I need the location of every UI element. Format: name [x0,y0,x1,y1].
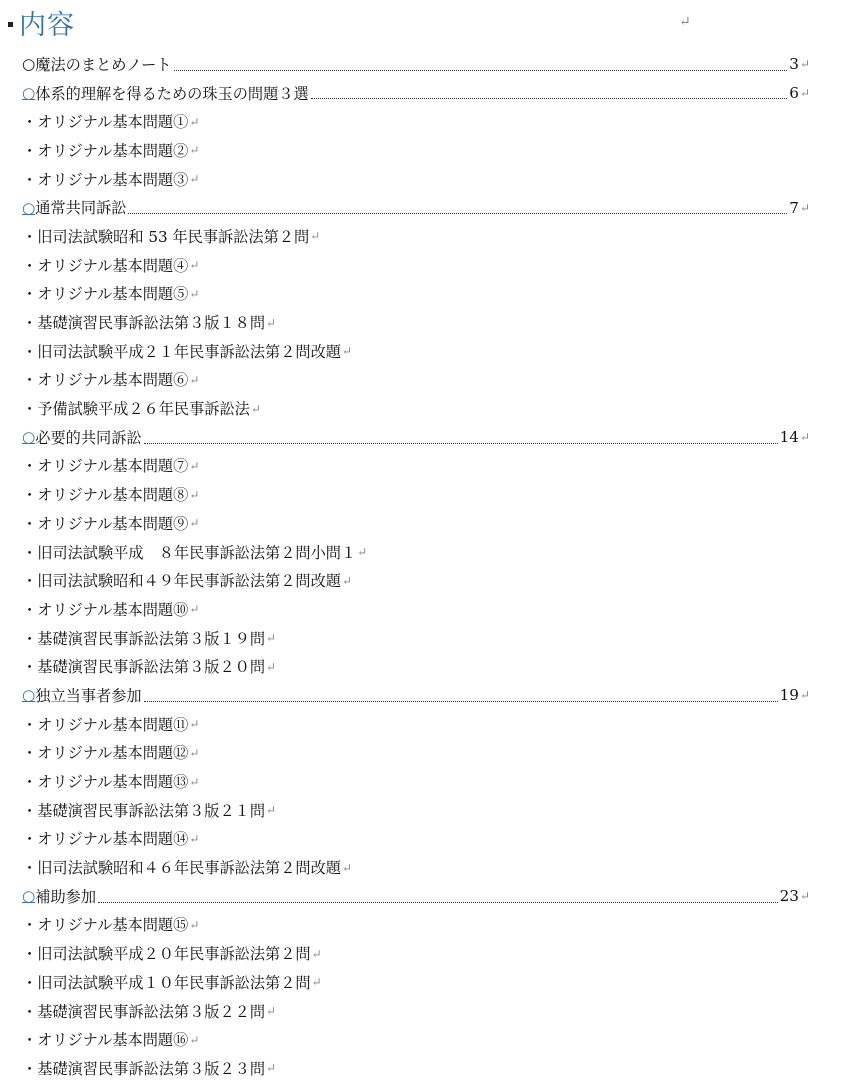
circle-bullet-icon: ○ [22,198,36,217]
circle-bullet-icon: ○ [22,686,36,705]
paragraph-mark-icon: ↵ [799,430,810,445]
toc-subitem [22,136,810,165]
paragraph-mark-icon: ↵ [189,917,200,932]
paragraph-mark-icon: ↵ [266,631,277,646]
toc-entry[interactable] [22,50,810,79]
page-number: 7 [789,198,799,217]
paragraph-mark-icon: ↵ [266,659,277,674]
paragraph-mark-icon: ↵ [189,745,200,760]
toc-subitem [22,710,810,739]
toc-label: ・基礎演習民事訴訟法第３版１８問 [22,314,265,333]
toc-subitem [22,997,810,1026]
paragraph-mark-icon: ↵ [341,344,352,359]
toc-subitem [22,968,810,997]
toc-subitem [22,739,810,768]
toc-subitem [22,566,810,595]
paragraph-mark-icon: ↵ [189,602,200,617]
paragraph-mark-icon: ↵ [189,143,200,158]
paragraph-mark-icon: ↵ [266,315,277,330]
page-number: 6 [789,84,799,103]
toc-label: ・基礎演習民事訴訟法第３版２３問 [22,1059,265,1078]
toc-label: ・基礎演習民事訴訟法第３版１９問 [22,629,265,648]
paragraph-mark-icon: ↵ [266,1004,277,1019]
toc-subitem [22,595,810,624]
page-title: 内容 [19,9,75,41]
toc-subitem [22,853,810,882]
toc-subitem [22,652,810,681]
toc-label: ・旧司法試験平成２０年民事訴訟法第２問 [22,945,311,964]
paragraph-mark-icon: ↵ [799,57,810,72]
toc-label: ・オリジナル基本問題⑫ [22,744,189,763]
toc-label: ・オリジナル基本問題⑩ [22,600,189,619]
page-number: 3 [789,55,799,74]
paragraph-mark-icon: ↵ [189,258,200,273]
toc-subitem [22,251,810,280]
paragraph-mark-icon: ↵ [189,774,200,789]
toc-heading [8,2,75,42]
toc-label: ・旧司法試験平成 ８年民事訴訟法第２問小問１ [22,543,357,562]
toc-subitem [22,1054,810,1083]
toc-subitem [22,1025,810,1054]
toc-label: ・オリジナル基本問題⑮ [22,916,189,935]
toc-subitem [22,796,810,825]
toc-label: ・予備試験平成２６年民事訴訟法 [22,400,250,419]
paragraph-mark-icon: ↵ [189,717,200,732]
toc-subitem [22,538,810,567]
toc-label: ・基礎演習民事訴訟法第３版２２問 [22,1002,265,1021]
circle-bullet-icon: ○ [22,428,36,447]
paragraph-mark-icon: ↵ [189,831,200,846]
toc-label: ・オリジナル基本問題⑥ [22,371,189,390]
paragraph-mark-icon: ↵ [189,487,200,502]
paragraph-mark-icon: ↵ [189,516,200,531]
paragraph-mark-icon: ↵ [341,860,352,875]
paragraph-mark-icon: ↵ [310,229,321,244]
toc-label: 魔法のまとめノート [35,55,172,74]
toc-subitem [22,366,810,395]
heading-bullet-icon [8,22,13,27]
page-number: 23 [779,887,799,906]
toc-label: ・オリジナル基本問題⑭ [22,830,189,849]
toc-label: 体系的理解を得るための珠玉の問題３選 [35,84,309,103]
toc-entry[interactable] [22,882,810,911]
toc-label: ・オリジナル基本問題⑧ [22,486,189,505]
paragraph-mark-icon: ↵ [189,172,200,187]
paragraph-mark-icon: ↵ [679,14,691,30]
toc-label: 独立当事者参加 [35,686,142,705]
toc-label: ・オリジナル基本問題① [22,113,189,132]
toc-label: ・旧司法試験昭和４６年民事訴訟法第２問改題 [22,859,341,878]
paragraph-mark-icon: ↵ [357,545,368,560]
paragraph-mark-icon: ↵ [311,946,322,961]
page-number: 14 [779,428,799,447]
circle-bullet-icon: ○ [22,55,36,74]
toc-entry[interactable] [22,79,810,108]
toc-subitem [22,509,810,538]
toc-label: ・オリジナル基本問題④ [22,256,189,275]
toc-subitem [22,337,810,366]
paragraph-mark-icon: ↵ [799,200,810,215]
paragraph-mark-icon: ↵ [266,1061,277,1076]
paragraph-mark-icon: ↵ [189,114,200,129]
toc-label: 通常共同訴訟 [35,199,127,218]
toc-label: 必要的共同訴訟 [35,428,142,447]
toc-label: ・オリジナル基本問題⑦ [22,457,189,476]
toc-subitem [22,222,810,251]
dot-leader [144,442,778,444]
toc-label: ・基礎演習民事訴訟法第３版２０問 [22,658,265,677]
toc-subitem [22,394,810,423]
toc-entry[interactable] [22,193,810,222]
toc-subitem [22,480,810,509]
toc-label: ・旧司法試験昭和 53 年民事訴訟法第２問 [22,227,310,246]
toc-subitem [22,767,810,796]
paragraph-mark-icon: ↵ [341,573,352,588]
paragraph-mark-icon: ↵ [311,975,322,990]
circle-bullet-icon: ○ [22,84,36,103]
toc-subitem [22,825,810,854]
page-number: 19 [779,686,799,705]
paragraph-mark-icon: ↵ [189,1032,200,1047]
toc-subitem [22,107,810,136]
table-of-contents [22,50,810,1083]
dot-leader [174,69,788,71]
dot-leader [98,901,778,903]
toc-subitem [22,280,810,309]
dot-leader [311,97,788,99]
toc-subitem [22,452,810,481]
paragraph-mark-icon: ↵ [266,803,277,818]
toc-label: ・旧司法試験平成２１年民事訴訟法第２問改題 [22,342,341,361]
dot-leader [128,212,787,214]
toc-label: ・旧司法試験昭和４９年民事訴訟法第２問改題 [22,572,341,591]
toc-label: ・オリジナル基本問題② [22,141,189,160]
toc-label: ・オリジナル基本問題⑨ [22,514,189,533]
paragraph-mark-icon: ↵ [799,889,810,904]
paragraph-mark-icon: ↵ [189,286,200,301]
toc-entry[interactable] [22,681,810,710]
toc-label: ・オリジナル基本問題⑯ [22,1031,189,1050]
toc-label: 補助参加 [35,887,97,906]
paragraph-mark-icon: ↵ [799,688,810,703]
toc-label: ・基礎演習民事訴訟法第３版２１問 [22,801,265,820]
toc-subitem [22,911,810,940]
dot-leader [144,700,778,702]
toc-subitem [22,308,810,337]
circle-bullet-icon: ○ [22,887,36,906]
toc-entry[interactable] [22,423,810,452]
toc-subitem [22,165,810,194]
toc-subitem [22,624,810,653]
toc-subitem [22,939,810,968]
paragraph-mark-icon: ↵ [250,401,261,416]
paragraph-mark-icon: ↵ [799,86,810,101]
paragraph-mark-icon: ↵ [189,372,200,387]
toc-label: ・旧司法試験平成１０年民事訴訟法第２問 [22,973,311,992]
paragraph-mark-icon: ↵ [189,458,200,473]
toc-label: ・オリジナル基本問題⑬ [22,773,189,792]
toc-label: ・オリジナル基本問題⑤ [22,285,189,304]
toc-label: ・オリジナル基本問題⑪ [22,715,189,734]
toc-label: ・オリジナル基本問題③ [22,170,189,189]
